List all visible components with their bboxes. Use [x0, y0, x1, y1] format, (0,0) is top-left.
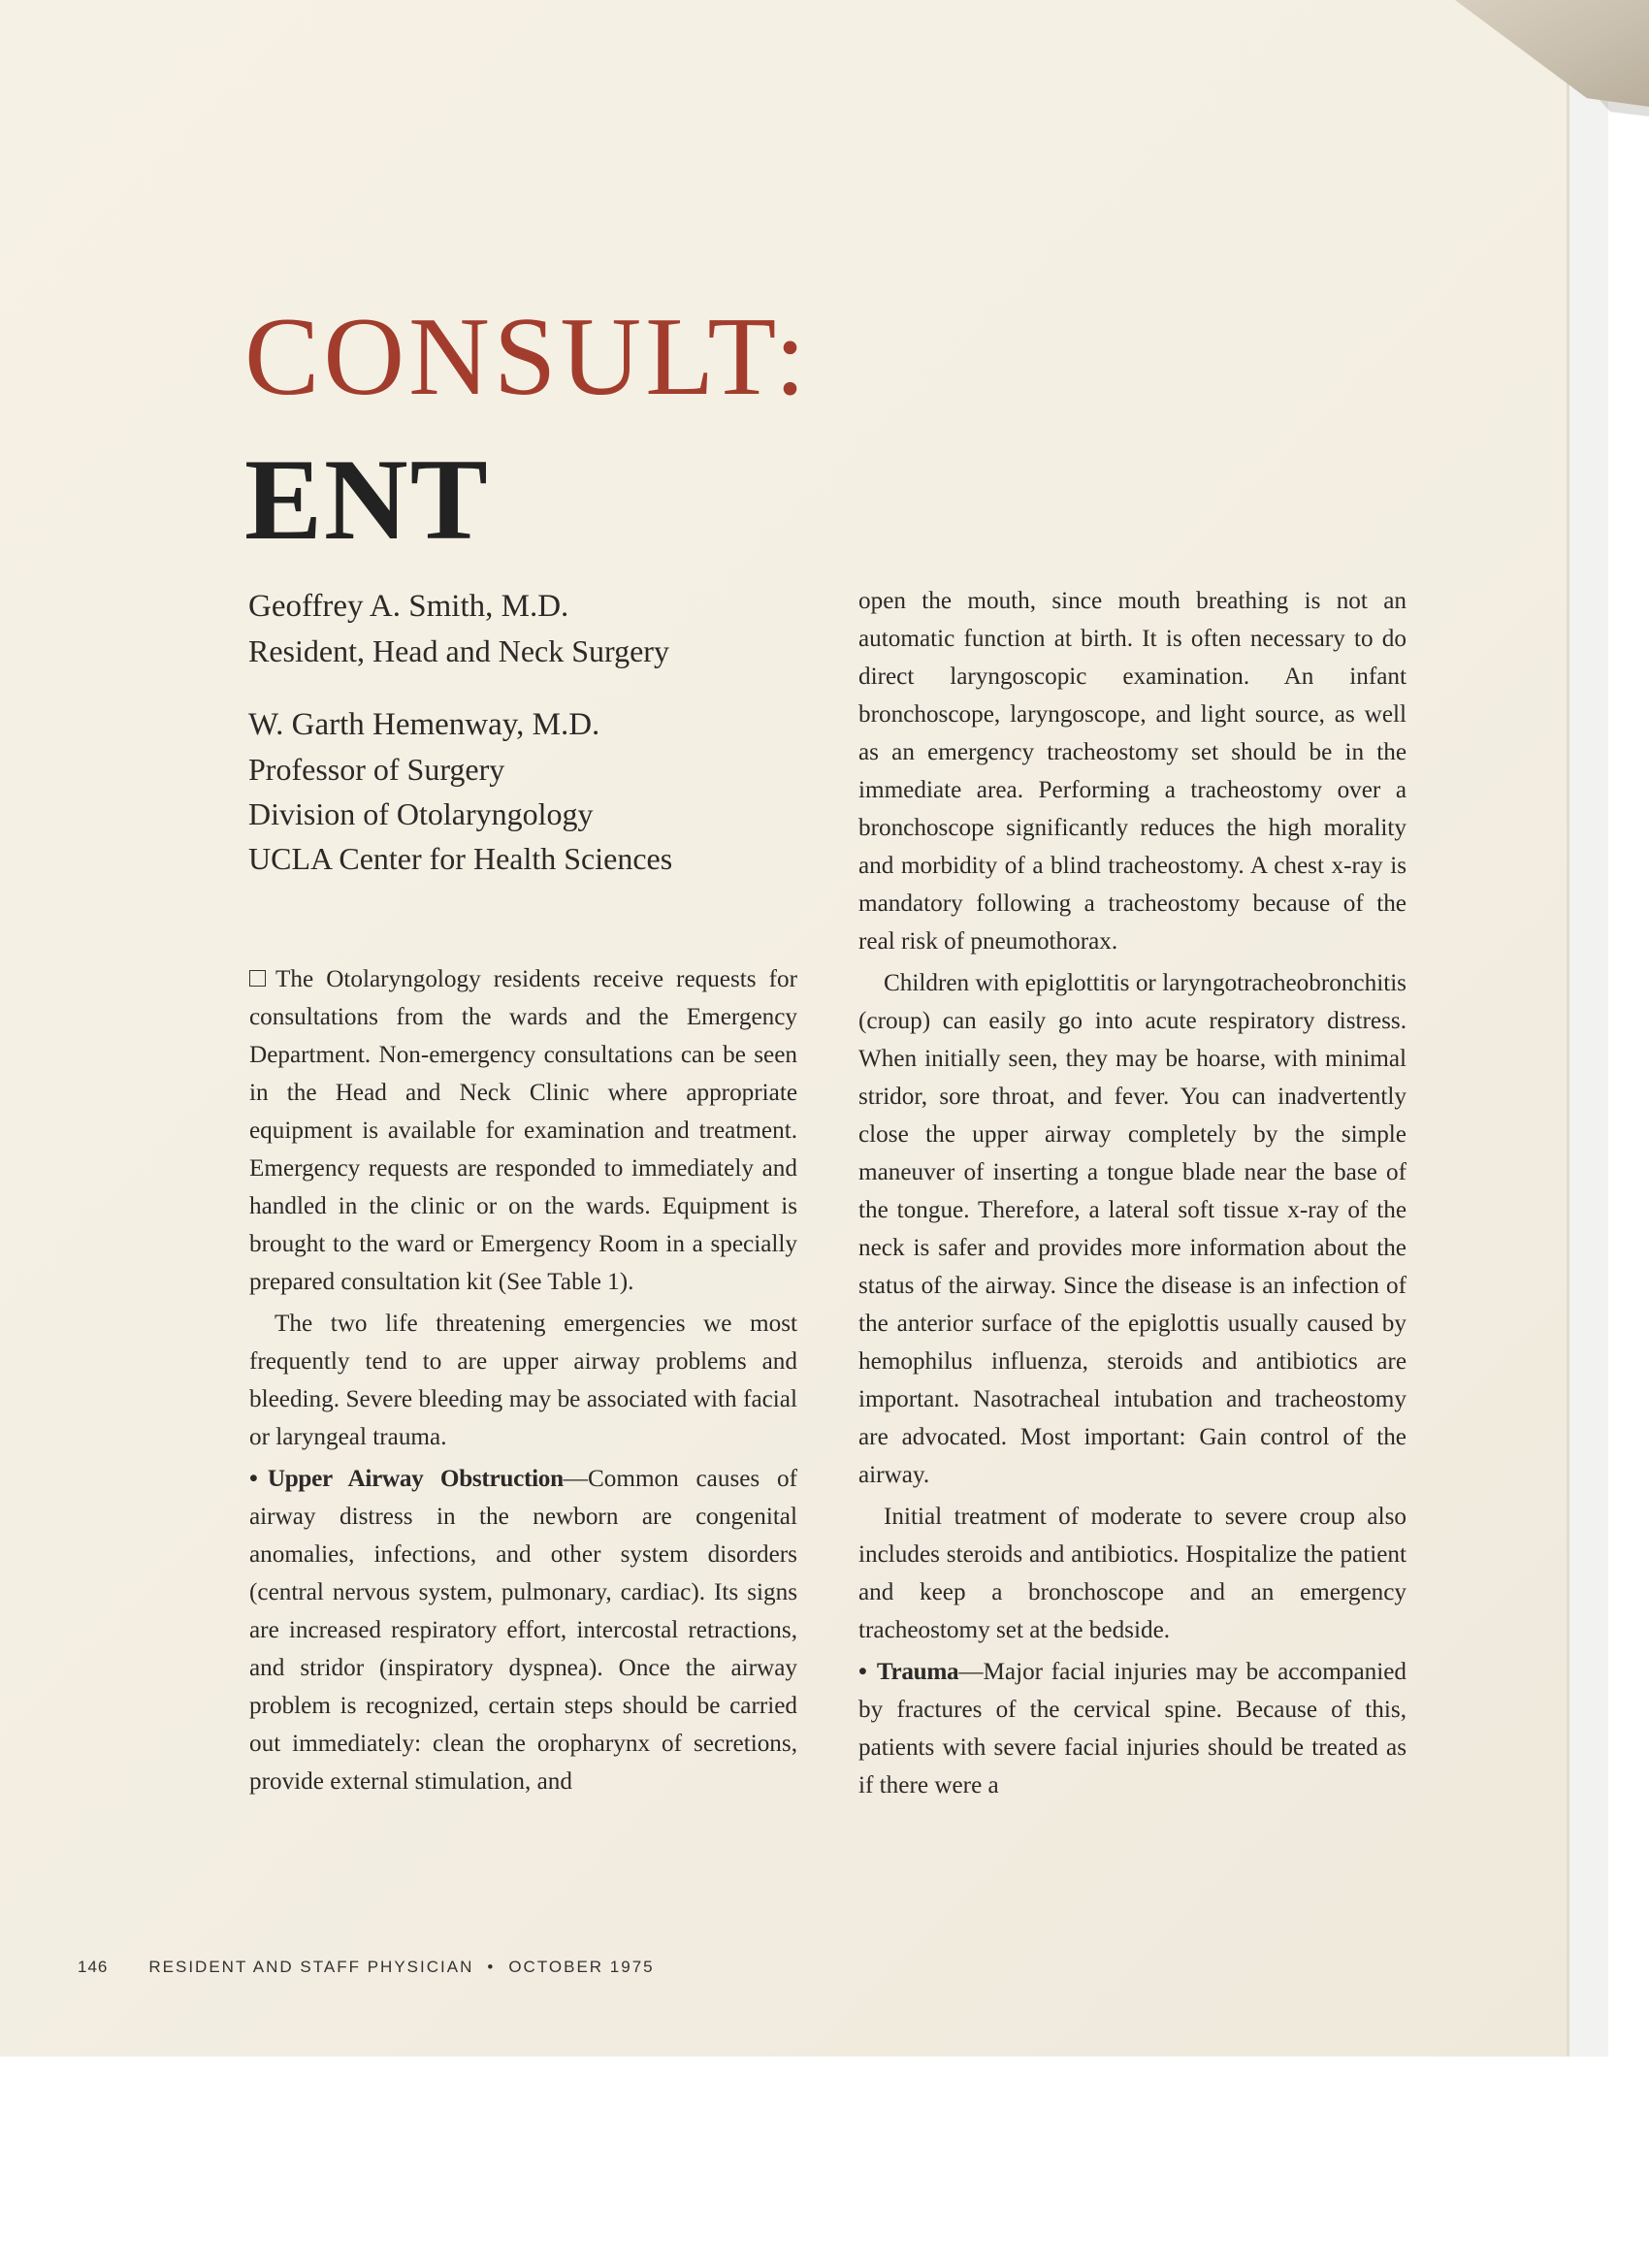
author-credits [248, 584, 792, 910]
paragraph [249, 960, 797, 1301]
paragraph: open the mouth, since mouth breathing is not an automatic function at birth. It is often necessary to do direct laryngoscopic examination. An infant bronchoscope, laryngoscope, and light source, as well as an emergency tracheostomy set should be in the immediate area. Performing a tracheostomy over a bronchoscope significantly reduces the high morality and morbidity of a blind tracheostomy. A chest x-ray is mandatory following a tracheostomy because of the real risk of pneumothorax. [858, 588, 1406, 955]
left-column [249, 960, 797, 1804]
author-2-title: Professor of Surgery [248, 752, 505, 787]
scanner-margin [0, 2057, 1649, 2268]
issue-date: OCTOBER 1975 [508, 1958, 655, 1976]
title-consult: CONSULT: [244, 295, 810, 419]
paragraph: The two life threatening emergencies we most frequently tend to are upper airway problems and bleeding. Severe bleeding may be associated with facial or laryngeal trauma. [249, 1311, 797, 1450]
scanner-strip [1569, 87, 1608, 2057]
section-heading: Upper Airway Obstruction [267, 1466, 564, 1492]
footer-separator: • [487, 1958, 496, 1976]
paragraph-text: —Common causes of airway distress in the newborn are congenital anomalies, infections, and other system disorders (central nervous system, pulmonary, cardiac). Its signs are increased respiratory effort, intercostal retractions, and stridor (inspiratory dyspnea). Once the airway problem is recognized, certain steps should be carried out immediately: clean the oropharynx of secretions, provide external stimulation, and [249, 1466, 797, 1795]
paragraph: Initial treatment of moderate to severe croup also includes steroids and antibiotics. Hospitalize the patient and keep a bronchoscope and an emergency tracheostomy set at the bedside. [858, 1504, 1406, 1643]
section-heading: Trauma [876, 1659, 959, 1685]
page-number: 146 [78, 1958, 109, 1976]
right-column [858, 582, 1406, 1808]
author-2 [248, 702, 792, 881]
bullet-icon: • [858, 1659, 867, 1685]
author-1-name: Geoffrey A. Smith, M.D. [248, 589, 569, 624]
paragraph: Children with epiglottitis or laryngotracheobronchitis (croup) can easily go into acute respiratory distress. When initially seen, they may be hoarse, with minimal stridor, sore throat, and fever. You can inadvertently close the upper airway completely by the simple maneuver of inserting a tongue blade near the base of the tongue. Therefore, a lateral soft tissue x-ray of the neck is safer and provides more information about the status of the airway. Since the disease is an infection of the anterior surface of the epiglottis usually caused by hemophilus influenza, steroids and antibiotics are important. Nasotracheal intubation and tracheostomy are advocated. Most important: Gain control of the airway. [858, 970, 1406, 1488]
author-1-title: Resident, Head and Neck Surgery [248, 633, 669, 668]
author-2-name: W. Garth Hemenway, M.D. [248, 707, 600, 742]
title-ent: ENT [244, 435, 490, 564]
paragraph [858, 1653, 1406, 1804]
open-box-icon [249, 970, 266, 987]
paragraph-text: —Major facial injuries may be accompanied by fractures of the cervical spine. Because of this, patients with severe facial injuries should be treated as if there were a [858, 1659, 1406, 1798]
bullet-icon: • [249, 1466, 258, 1492]
paragraph [249, 1460, 797, 1800]
author-2-division: Division of Otolaryngology [248, 796, 594, 831]
publication-name: RESIDENT AND STAFF PHYSICIAN [148, 1958, 474, 1976]
author-1 [248, 584, 792, 673]
page-footer [78, 1958, 655, 1977]
paragraph-text: The Otolaryngology residents receive requests for consultations from the wards and the Emergency Department. Non-emergency consultations can be seen in the Head and Neck Clinic where appropriate equipment is available for examination and treatment. Emergency requests are responded to immediately and handled in the clinic or on the wards. Equipment is brought to the ward or Emergency Room in a specially prepared consultation kit (See Table 1). [249, 966, 797, 1295]
author-2-institution: UCLA Center for Health Sciences [248, 841, 673, 876]
